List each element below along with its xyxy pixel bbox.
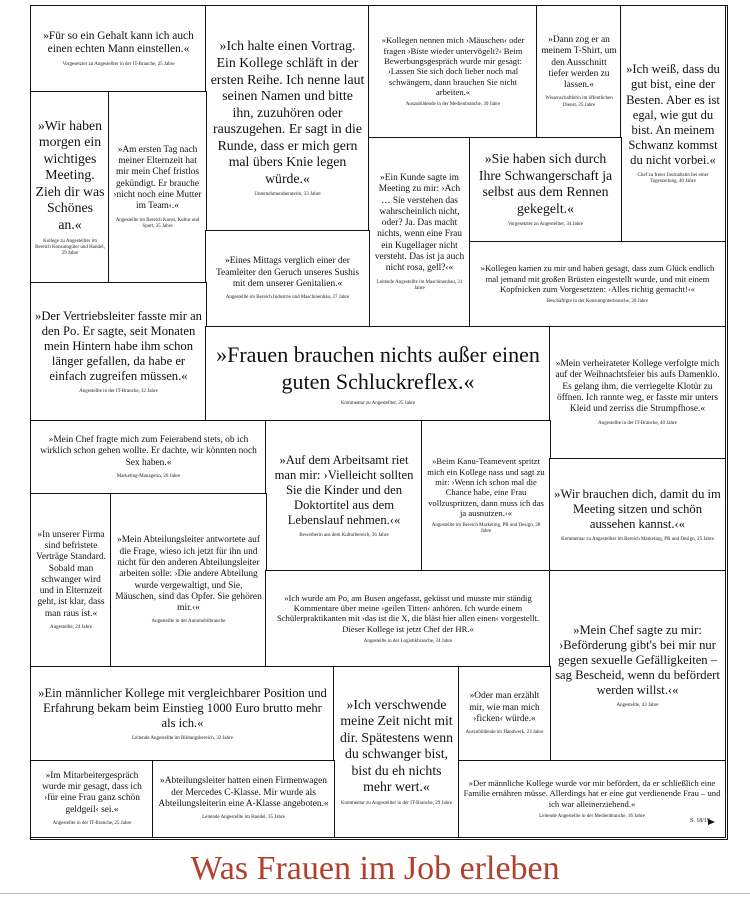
quote-text: »Eines Mittags verglich einer der Teamleiter den Geruch unseres Sushis mit dem unserer Genitalien.« <box>215 256 360 290</box>
quote-box <box>205 230 370 328</box>
quote-text: »Mein Chef sagte zu mir: ›Beförderung gibt's bei mir nur gegen sexuelle Gefälligkeiten – sag Bescheid, wenn du befördert werden willst.‹« <box>555 622 720 698</box>
quote-caption: Wissenschaftlerin im öffentlichen Dienst, 25 Jahre <box>545 96 613 108</box>
quote-text: »Mein verheirateter Kollege verfolgte mich auf der Weihnachtsfeier bis aufs Damenklo. Es gelang ihm, die verriegelte Klotür zu öffnen. Ich rannte weg, er fasste mir unters Kleid und zerriss die Strumpfhose.« <box>555 359 720 415</box>
quote-caption: Unternehmensberaterin, 33 Jahre <box>254 192 321 198</box>
divider <box>0 893 750 894</box>
quote-text: »Dann zog er an meinem T-Shirt, um den Ausschnitt tiefer werden zu lassen.« <box>541 35 617 91</box>
quote-caption: Angestellte in der IT-Branche, 40 Jahre <box>598 420 677 426</box>
quote-caption: Auszubildende in der Medienbranche, 30 Jahre <box>405 102 501 108</box>
quote-caption: Vorgesetzter zu Angestellter, 34 Jahre <box>507 222 584 228</box>
quote-box <box>333 666 460 838</box>
quote-text: »Kollegen kamen zu mir und haben gesagt, dass zum Glück endlich mal jemand mit großen Brüsten eingestellt wurde, und mit einem Kopfnicken zum Vorgesetzten: ›Alles richtig gemacht!‹« <box>480 263 715 295</box>
quote-box <box>30 493 112 668</box>
quote-caption: Vorgesetzter zu Angestellter in der IT-Branche, 25 Jahre <box>62 62 175 68</box>
quote-text: »Wir brauchen dich, damit du im Meeting sitzen und schön aussehen kannst.‹« <box>554 486 721 531</box>
quote-text: »Im Mitarbeitergespräch wurde mir gesagt, dass ich ›für eine Frau ganz schön geldgeil‹ sei.« <box>42 770 142 815</box>
quote-box <box>108 91 207 284</box>
quote-box <box>265 420 423 572</box>
quote-text: »Der männliche Kollege wurde vor mir befördert, da er schließlich eine Familie ernähren müsse. Allerdings hat er eine gut verdienende Frau – und ich war alleinerziehend.« <box>463 777 721 809</box>
quote-box <box>620 5 726 243</box>
quote-caption: Beschäftigte in der Konsumgüterbranche, 20 Jahre <box>546 299 649 305</box>
quote-text: »In unserer Firma sind befristete Verträge Standard. Sobald man schwanger wird und in Elternzeit geht, ist klar, dass man raus ist.« <box>36 529 106 619</box>
quote-text: »Ein Kunde sagte im Meeting zu mir: ›Ach … Sie verstehen das wahrscheinlich nicht, oder? Ja. Das macht nichts, wenn eine Frau ein Kugellager nicht versteht. Das ist ja auch nicht rosa, gell?‹« <box>374 172 465 274</box>
quote-text: »Ich weiß, dass du gut bist, eine der Besten. Aber es ist egal, wie gut du bist. An meinem Schwanz kommst du nicht vorbei.« <box>626 62 720 168</box>
quote-caption: Angestellte, 24 Jahre <box>49 625 93 630</box>
quote-text: »Ich halte einen Vortrag. Ein Kollege schläft in der ersten Reihe. Ich nenne laut seinen Namen und bitte ihn, zuzuhören oder rauszugehen. Er sagt in die Runde, dass er mich gern mal übers Knie legen würde.« <box>210 38 365 186</box>
quote-text: »Am ersten Tag nach meiner Elternzeit hat mir mein Chef fristlos gekündigt. Er brauche ›nicht noch eine Mutter im Team‹.« <box>113 144 202 212</box>
quote-caption: Auszubildende im Handwerk, 23 Jahre <box>465 730 544 736</box>
quote-box <box>549 326 726 460</box>
quote-caption: Bewerberin aus dem Kulturbereich, 36 Jahre <box>299 533 389 539</box>
quote-caption: Angestellte, 43 Jahre <box>616 703 659 709</box>
arrow-right-icon <box>708 819 715 825</box>
quote-caption: Angestellte im Bereich Industrie und Maschinenbau, 27 Jahre <box>225 295 350 301</box>
quote-caption: Marketing-Managerin, 26 Jahre <box>116 473 181 479</box>
quote-box <box>30 760 154 838</box>
quote-box <box>469 241 726 328</box>
quote-caption: Leitende Angestellte im Bildungsbereich, 32 Jahre <box>131 736 234 742</box>
quote-box <box>469 137 622 243</box>
quote-box <box>549 570 726 762</box>
quote-caption: Angestellte in der Logistikbranche, 34 Jahre <box>363 639 453 644</box>
quote-box <box>30 91 110 284</box>
quote-box <box>421 420 551 572</box>
quote-caption: Chef zu freier Journalistin bei einer Tageszeitung, 40 Jahre <box>637 173 709 185</box>
page-title: Was Frauen im Job erleben <box>190 850 560 887</box>
quote-box <box>458 760 726 838</box>
quote-text: »Kollegen nennen mich ›Mäuschen‹ oder fragen ›Biste wieder untervögelt?‹ Beim Bewerbungsgespräch wurde mir gesagt: ›Lassen Sie sich doch lieber noch mal schwängern, dann brauchen Sie nicht arbeiten.« <box>381 35 525 97</box>
quote-text: »Oder man erzählt mir, wie man mich ›ficken‹ würde.« <box>469 691 540 725</box>
quote-caption: Angestellte in der Automobilbranche <box>151 619 226 625</box>
quote-box <box>30 5 207 93</box>
quote-text: »Frauen brauchen nichts außer einen guten Schluckreflex.« <box>216 341 540 395</box>
quote-caption: Leitende Angestellte im Handel, 35 Jahre <box>202 815 285 821</box>
quote-box <box>368 137 471 328</box>
quote-box <box>205 5 370 232</box>
quote-text: »Mein Chef fragte mich zum Feierabend stets, ob ich wirklich schon gehen wollte. Er dachte, wir könnten noch Sex haben.« <box>40 434 257 468</box>
quote-caption: Angestellte im Bereich Marketing, PR und Design, 28 Jahre <box>431 523 541 535</box>
quote-caption: Leitende Angestellte im Maschinenbau, 31 Jahre <box>376 279 463 291</box>
quote-box <box>30 282 207 422</box>
quote-box <box>368 5 538 139</box>
quote-caption: Kommentar zu Angestellter im Bereich Marketing, PR und Design, 25 Jahre <box>561 537 714 543</box>
quote-box <box>30 666 335 762</box>
quote-box <box>458 666 551 762</box>
quote-caption: Kommentar zu Angestellter, 25 Jahre <box>340 400 416 406</box>
quote-text: »Sie haben sich durch Ihre Schwangerschaft ja selbst aus dem Rennen gekegelt.« <box>478 151 613 216</box>
quote-caption: Kommentar zu Angestellter in der IT-Branche, 29 Jahre <box>340 801 453 807</box>
quote-text: »Wir haben morgen ein wichtiges Meeting. Zieh dir was Schönes an.« <box>35 117 105 232</box>
quote-text: »Ich wurde am Po, am Busen angefasst, geküsst und musste mir ständig Kommentare über meine ›geilen Titten‹ anhören. Ich wurde einem Schülerpraktikanten mit ›das ist die X, die bläst hier allen einen‹ vorgestellt. Dieser Kollege ist jetzt Chef der HR.« <box>276 592 540 634</box>
quote-text: »Ein männlicher Kollege mit vergleichbarer Position und Erfahrung bekam beim Einstieg 1000 Euro brutto mehr als ich.« <box>38 685 327 730</box>
quote-box <box>549 458 726 572</box>
quote-caption: Leitende Angestellte in der Medienbranche, 36 Jahre <box>539 813 645 819</box>
quote-text: »Für so ein Gehalt kann ich auch einen echten Mann einstellen.« <box>43 29 194 56</box>
quote-text: »Ich verschwende meine Zeit nicht mit dir. Spätestens wenn du schwanger bist, bist du eh nichts mehr wert.« <box>339 696 454 795</box>
quote-box <box>536 5 622 139</box>
quote-box-featured <box>205 326 551 422</box>
quote-text: »Abteilungsleiter hatten einen Firmenwagen der Mercedes C-Klasse. Mir wurde als Abteilungsleiterin eine A-Klasse angeboten.« <box>158 776 329 810</box>
quote-text: »Auf dem Arbeitsamt riet man mir: ›Vielleicht sollten Sie die Kinder und den Doktortitel aus dem Lebenslauf nehmen.‹« <box>274 452 414 528</box>
quote-text: »Beim Kanu-Teamevent spritzt mich ein Kollege nass und sagt zu mir: ›Wenn ich schon mal die Chance habe, eine Frau vollzuspritzen, dann muss ich das ja ausnutzen.‹« <box>427 456 545 518</box>
quote-box <box>30 420 267 495</box>
quote-text: »Mein Abteilungsleiter antwortete auf die Frage, wieso ich jetzt für ihn und nicht für den anderen Abteilungsleiter arbeiten solle: ›Die andere Abteilung wurde vergewaltigt, und Sie, Mäuschen, sind das Opfer. Sie gehören mir.‹« <box>115 535 262 614</box>
quote-caption: Angestellte im Bereich Kunst, Kultur und Sport, 35 Jahre <box>115 217 200 229</box>
quote-caption: Angestellte in der IT-Branche, 32 Jahre <box>79 389 158 395</box>
page-number: S. 18/19 <box>690 818 711 824</box>
quote-box <box>152 760 335 838</box>
quote-caption: Kollege zu Angestellter im Bereich Konsumgüter und Handel, 29 Jahre <box>35 238 105 257</box>
quote-text: »Der Vertriebsleiter fasste mir an den Po. Er sagte, seit Monaten mein Hintern habe ihm schon länger gefallen, da habe er einfach zugreifen müssen.« <box>35 308 202 384</box>
quote-box <box>265 570 551 668</box>
quote-caption: Angestellte in der IT-Branche, 25 Jahre <box>52 820 132 826</box>
quote-box <box>110 493 267 668</box>
